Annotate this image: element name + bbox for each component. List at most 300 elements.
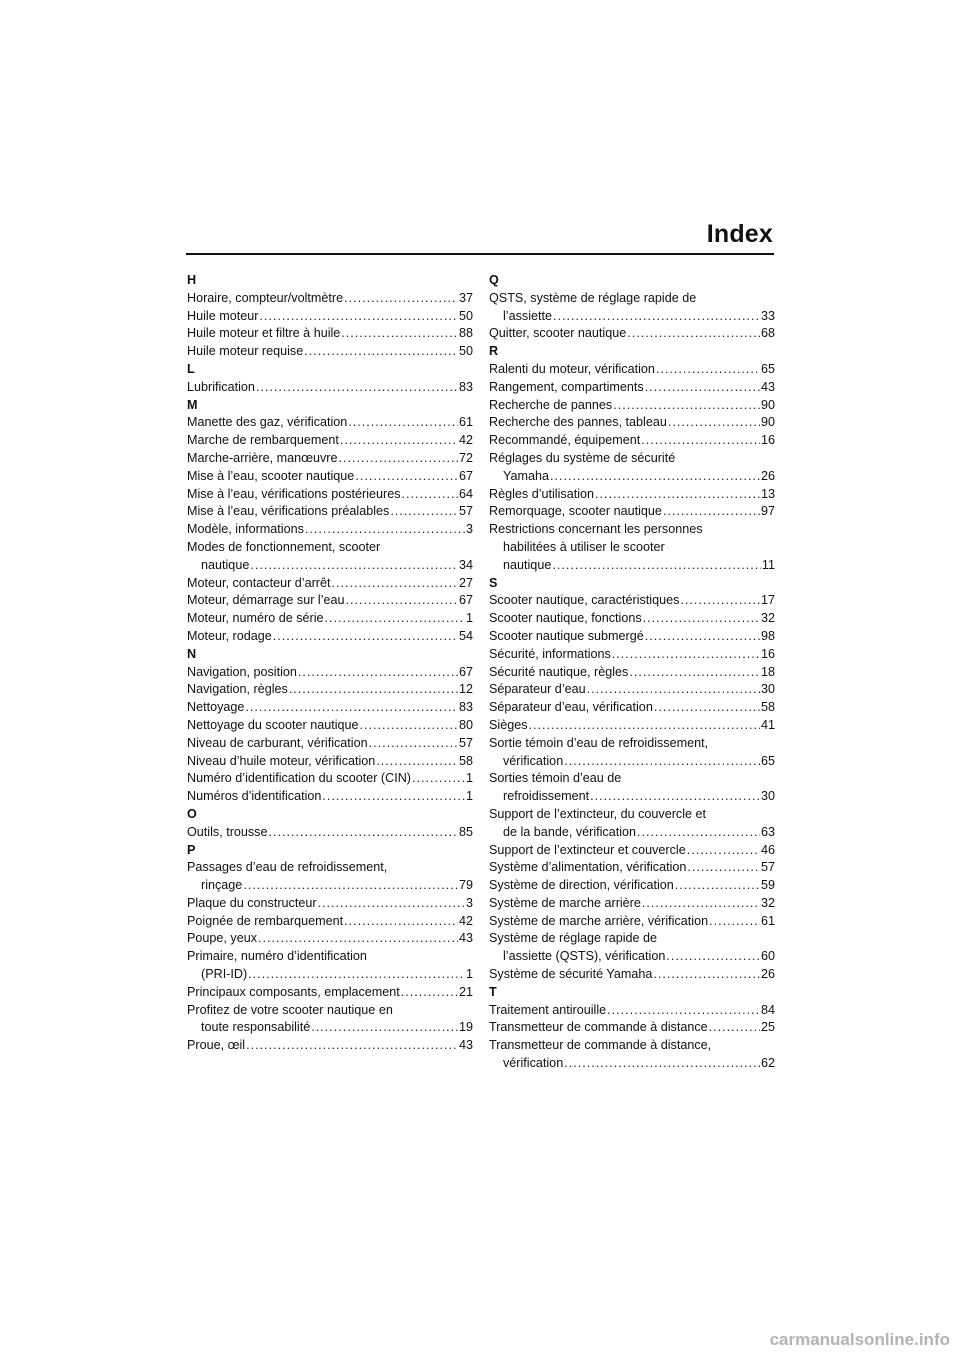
- dot-leader: [341, 325, 458, 343]
- index-entry: [187, 628, 473, 646]
- index-entry: [187, 539, 473, 557]
- dot-leader: [332, 575, 458, 593]
- index-page-number: 97: [760, 504, 775, 519]
- dot-leader: [668, 414, 760, 432]
- index-page-number: 63: [760, 824, 775, 839]
- dot-leader: [269, 824, 458, 842]
- dot-leader: [344, 290, 458, 308]
- dot-leader: [607, 1002, 760, 1020]
- dot-leader: [390, 503, 458, 521]
- index-page-number: 57: [458, 504, 473, 519]
- title-rule: [186, 253, 774, 255]
- index-entry: [489, 308, 775, 326]
- index-entry: [489, 325, 775, 343]
- dot-leader: [289, 681, 458, 699]
- index-entry: [187, 575, 473, 593]
- index-entry-text: de la bande, vérification: [503, 824, 637, 839]
- index-entry-text: Moteur, contacteur d’arrêt: [187, 575, 331, 590]
- index-entry: [489, 414, 775, 432]
- index-entry: [187, 414, 473, 432]
- index-entry: [489, 664, 775, 682]
- index-entry: [187, 788, 473, 806]
- dot-leader: [250, 557, 458, 575]
- index-entry-text: Marche-arrière, manœuvre: [187, 450, 338, 465]
- index-entry-text: Transmetteur de commande à distance,: [489, 1038, 712, 1053]
- index-entry: [489, 397, 775, 415]
- index-letter-heading: L: [187, 361, 195, 376]
- dot-leader: [325, 610, 465, 628]
- index-page-number: 33: [760, 308, 775, 323]
- dot-leader: [344, 913, 458, 931]
- index-entry: [489, 1055, 775, 1073]
- index-entry-text: Moteur, démarrage sur l’eau: [187, 593, 345, 608]
- index-entry: [187, 343, 473, 361]
- dot-leader: [653, 966, 760, 984]
- index-page-number: 85: [458, 824, 473, 839]
- index-entry: [489, 735, 775, 753]
- dot-leader: [663, 503, 760, 521]
- index-entry: [489, 877, 775, 895]
- index-entry-text: rinçage: [201, 878, 243, 893]
- index-entry: [187, 699, 473, 717]
- index-entry: [187, 1002, 473, 1020]
- index-entry: [489, 1037, 775, 1055]
- index-page-number: 42: [458, 433, 473, 448]
- index-entry: [187, 325, 473, 343]
- index-page-number: 37: [458, 290, 473, 305]
- index-letter-heading: P: [187, 842, 196, 857]
- index-entry: [187, 984, 473, 1002]
- index-entry-text: vérification: [503, 753, 564, 768]
- page-title: Index: [706, 220, 773, 248]
- index-page-number: 54: [458, 628, 473, 643]
- index-entry-text: vérification: [503, 1056, 564, 1071]
- index-entry-text: refroidissement: [503, 789, 590, 804]
- index-entry: [187, 681, 473, 699]
- index-page-number: 61: [760, 913, 775, 928]
- dot-leader: [245, 699, 458, 717]
- index-entry: [187, 308, 473, 326]
- index-page-number: 67: [458, 468, 473, 483]
- index-entry: [187, 877, 473, 895]
- index-page-number: 30: [760, 682, 775, 697]
- index-page-number: 67: [458, 593, 473, 608]
- index-entry-text: Huile moteur requise: [187, 344, 304, 359]
- dot-leader: [346, 592, 458, 610]
- index-entry-text: Séparateur d’eau, vérification: [489, 700, 653, 715]
- index-entry-text: (PRI-ID): [201, 967, 248, 982]
- index-page-number: 84: [760, 1002, 775, 1017]
- index-entry-text: habilitées à utiliser le scooter: [503, 539, 665, 554]
- index-entry-text: Sortie témoin d’eau de refroidissement,: [489, 735, 709, 750]
- index-entry: [187, 1037, 473, 1055]
- dot-leader: [641, 432, 760, 450]
- dot-leader: [298, 664, 458, 682]
- dot-leader: [248, 966, 465, 984]
- dot-leader: [627, 325, 760, 343]
- index-entry: [187, 895, 473, 913]
- index-entry: [187, 432, 473, 450]
- index-page-number: 3: [465, 522, 473, 537]
- index-entry: [489, 646, 775, 664]
- index-entry-text: Poignée de rembarquement: [187, 913, 344, 928]
- index-page-number: 80: [458, 717, 473, 732]
- dot-leader: [595, 486, 760, 504]
- index-letter-heading: M: [187, 397, 198, 412]
- dot-leader: [304, 343, 458, 361]
- index-entry: [187, 717, 473, 735]
- index-page-number: 59: [760, 878, 775, 893]
- index-entry-text: Proue, œil: [187, 1038, 246, 1053]
- index-column-left: [187, 272, 473, 1055]
- watermark: carmanualsonline.info: [769, 1330, 950, 1349]
- dot-leader: [348, 414, 458, 432]
- index-entry: [187, 948, 473, 966]
- index-entry-text: Niveau d’huile moteur, vérification: [187, 753, 376, 768]
- index-entry-text: QSTS, système de réglage rapide de: [489, 290, 697, 305]
- index-letter-heading: S: [489, 575, 498, 590]
- index-entry: [187, 770, 473, 788]
- index-entry-text: Système de marche arrière: [489, 895, 641, 910]
- index-entry-text: Primaire, numéro d’identification: [187, 949, 367, 964]
- dot-leader: [590, 788, 760, 806]
- index-page-number: 64: [458, 486, 473, 501]
- index-page-number: 60: [760, 949, 775, 964]
- index-entry-text: Nettoyage: [187, 700, 245, 715]
- index-entry: [489, 753, 775, 771]
- index-page-number: 1: [465, 789, 473, 804]
- index-entry-text: Quitter, scooter nautique: [489, 326, 627, 341]
- index-entry: [489, 450, 775, 468]
- index-entry-text: Système de sécurité Yamaha: [489, 967, 653, 982]
- index-page-number: 17: [760, 593, 775, 608]
- index-entry: [489, 699, 775, 717]
- index-page-number: 12: [458, 682, 473, 697]
- index-page-number: 83: [458, 379, 473, 394]
- index-page-number: 26: [760, 967, 775, 982]
- index-entry-text: Outils, trousse: [187, 824, 268, 839]
- index-entry: [489, 468, 775, 486]
- index-entry: [489, 824, 775, 842]
- index-entry-text: Recherche de pannes: [489, 397, 613, 412]
- index-entry-text: l’assiette (QSTS), vérification: [503, 949, 666, 964]
- index-letter-heading: O: [187, 806, 197, 821]
- index-entry-text: Système de réglage rapide de: [489, 931, 658, 946]
- index-entry: [489, 503, 775, 521]
- index-entry: [489, 592, 775, 610]
- index-entry: [187, 468, 473, 486]
- index-entry: [187, 486, 473, 504]
- index-entry: [489, 379, 775, 397]
- index-page-number: 43: [458, 1038, 473, 1053]
- index-page-number: 27: [458, 575, 473, 590]
- index-page-number: 58: [458, 753, 473, 768]
- dot-leader: [376, 753, 458, 771]
- dot-leader: [654, 699, 760, 717]
- index-entry-text: Horaire, compteur/voltmètre: [187, 290, 344, 305]
- index-entry: [489, 930, 775, 948]
- index-entry-text: Sécurité, informations: [489, 646, 611, 661]
- index-entry-text: Manette des gaz, vérification: [187, 415, 348, 430]
- index-entry-text: nautique: [503, 557, 552, 572]
- index-entry: [489, 717, 775, 735]
- index-page-number: 67: [458, 664, 473, 679]
- index-page-number: 88: [458, 326, 473, 341]
- index-entry-text: Ralenti du moteur, vérification: [489, 361, 655, 376]
- index-page-number: 11: [761, 557, 775, 572]
- index-entry-text: Mise à l’eau, scooter nautique: [187, 468, 355, 483]
- index-entry: [187, 290, 473, 308]
- index-entry: [489, 913, 775, 931]
- index-page-number: 1: [465, 611, 473, 626]
- index-entry-text: Sorties témoin d’eau de: [489, 771, 622, 786]
- index-entry-text: Niveau de carburant, vérification: [187, 735, 368, 750]
- dot-leader: [259, 308, 458, 326]
- index-entry: [187, 521, 473, 539]
- dot-leader: [401, 984, 458, 1002]
- dot-leader: [642, 895, 760, 913]
- index-page-number: 57: [458, 735, 473, 750]
- index-entry: [489, 859, 775, 877]
- dot-leader: [273, 628, 458, 646]
- dot-leader: [680, 592, 760, 610]
- dot-leader: [709, 1019, 760, 1037]
- dot-leader: [355, 468, 458, 486]
- dot-leader: [629, 664, 760, 682]
- index-page-number: 1: [465, 771, 473, 786]
- index-entry-text: Marche de rembarquement: [187, 433, 339, 448]
- index-entry-text: Passages d’eau de refroidissement,: [187, 860, 388, 875]
- index-entry-text: Recommandé, équipement: [489, 433, 641, 448]
- index-entry: [489, 948, 775, 966]
- dot-leader: [709, 913, 760, 931]
- index-entry-text: Restrictions concernant les personnes: [489, 522, 703, 537]
- index-entry-text: Moteur, numéro de série: [187, 611, 324, 626]
- index-entry-text: Huile moteur: [187, 308, 259, 323]
- index-entry-text: Poupe, yeux: [187, 931, 258, 946]
- dot-leader: [675, 877, 760, 895]
- dot-leader: [256, 379, 458, 397]
- index-page-number: 68: [760, 326, 775, 341]
- dot-leader: [553, 308, 760, 326]
- index-entry: [187, 753, 473, 771]
- index-page-number: 90: [760, 415, 775, 430]
- index-page-number: 16: [760, 433, 775, 448]
- index-page-number: 43: [458, 931, 473, 946]
- dot-leader: [612, 646, 760, 664]
- index-page-number: 65: [760, 753, 775, 768]
- dot-leader: [656, 361, 760, 379]
- dot-leader: [360, 717, 458, 735]
- index-entry-text: Transmetteur de commande à distance: [489, 1020, 708, 1035]
- index-entry-text: Réglages du système de sécurité: [489, 450, 676, 465]
- index-entry: [489, 1002, 775, 1020]
- index-letter-heading: T: [489, 984, 497, 999]
- index-entry: [187, 1019, 473, 1037]
- index-column-right: [489, 272, 775, 1073]
- index-entry-text: Scooter nautique, fonctions: [489, 611, 642, 626]
- dot-leader: [305, 521, 465, 539]
- index-entry-text: nautique: [201, 557, 250, 572]
- index-page-number: 50: [458, 308, 473, 323]
- index-letter-heading: R: [489, 344, 499, 359]
- index-entry-text: Navigation, règles: [187, 682, 288, 697]
- index-entry-text: Traitement antirouille: [489, 1002, 607, 1017]
- index-entry: [489, 842, 775, 860]
- index-entry-text: Plaque du constructeur: [187, 895, 317, 910]
- index-entry: [489, 486, 775, 504]
- index-entry: [187, 735, 473, 753]
- index-entry-text: Principaux composants, emplacement: [187, 984, 400, 999]
- index-page-number: 79: [458, 878, 473, 893]
- index-page-number: 42: [458, 913, 473, 928]
- index-page-number: 34: [458, 557, 473, 572]
- index-entry-text: l’assiette: [503, 308, 552, 323]
- dot-leader: [613, 397, 760, 415]
- index-entry: [187, 913, 473, 931]
- index-entry: [187, 610, 473, 628]
- index-entry: [489, 361, 775, 379]
- index-entry-text: toute responsabilité: [201, 1020, 311, 1035]
- dot-leader: [666, 948, 760, 966]
- index-entry: [187, 824, 473, 842]
- dot-leader: [318, 895, 465, 913]
- index-entry-text: Numéro d’identification du scooter (CIN): [187, 771, 411, 786]
- index-page-number: 18: [760, 664, 775, 679]
- index-entry: [489, 521, 775, 539]
- index-entry-text: Support de l’extincteur et couvercle: [489, 842, 686, 857]
- index-entry: [187, 557, 473, 575]
- index-entry: [187, 450, 473, 468]
- index-entry: [187, 859, 473, 877]
- dot-leader: [322, 788, 465, 806]
- index-entry-text: Rangement, compartiments: [489, 379, 644, 394]
- dot-leader: [637, 824, 760, 842]
- dot-leader: [687, 842, 760, 860]
- index-entry: [187, 930, 473, 948]
- index-entry-text: Système de direction, vérification: [489, 878, 674, 893]
- index-entry: [489, 966, 775, 984]
- dot-leader: [552, 557, 761, 575]
- index-entry: [489, 557, 775, 575]
- index-page-number: 43: [760, 379, 775, 394]
- index-page-number: 57: [760, 860, 775, 875]
- index-page-number: 58: [760, 700, 775, 715]
- dot-leader: [564, 1055, 760, 1073]
- index-page-number: 41: [760, 717, 775, 732]
- dot-leader: [369, 735, 458, 753]
- index-page-number: 25: [760, 1020, 775, 1035]
- dot-leader: [338, 450, 458, 468]
- index-entry: [489, 1019, 775, 1037]
- dot-leader: [587, 681, 760, 699]
- index-entry-text: Modèle, informations: [187, 522, 304, 537]
- index-page-number: 21: [458, 984, 473, 999]
- index-entry-text: Système de marche arrière, vérification: [489, 913, 709, 928]
- index-page-number: 26: [760, 468, 775, 483]
- index-entry-text: Règles d’utilisation: [489, 486, 595, 501]
- dot-leader: [243, 877, 458, 895]
- index-page-number: 19: [458, 1020, 473, 1035]
- index-entry-text: Mise à l’eau, vérifications postérieures: [187, 486, 401, 501]
- index-entry: [489, 539, 775, 557]
- index-entry-text: Recherche des pannes, tableau: [489, 415, 667, 430]
- index-page-number: 61: [458, 415, 473, 430]
- dot-leader: [643, 610, 760, 628]
- index-entry: [489, 290, 775, 308]
- index-entry-text: Scooter nautique submergé: [489, 628, 644, 643]
- index-page-number: 90: [760, 397, 775, 412]
- index-entry: [489, 895, 775, 913]
- index-entry-text: Sécurité nautique, règles: [489, 664, 629, 679]
- index-letter-heading: Q: [489, 273, 499, 287]
- index-entry: [187, 503, 473, 521]
- index-entry-text: Huile moteur et filtre à huile: [187, 326, 341, 341]
- index-page-number: 32: [760, 611, 775, 626]
- dot-leader: [687, 859, 760, 877]
- dot-leader: [246, 1037, 458, 1055]
- index-entry: [489, 610, 775, 628]
- index-entry-text: Nettoyage du scooter nautique: [187, 717, 359, 732]
- dot-leader: [258, 930, 458, 948]
- index-entry-text: Support de l’extincteur, du couvercle et: [489, 806, 707, 821]
- index-entry-text: Modes de fonctionnement, scooter: [187, 539, 381, 554]
- index-page-number: 32: [760, 895, 775, 910]
- index-entry-text: Navigation, position: [187, 664, 297, 679]
- index-entry-text: Numéros d’identification: [187, 789, 322, 804]
- index-letter-heading: N: [187, 646, 197, 661]
- index-entry: [489, 681, 775, 699]
- dot-leader: [645, 628, 760, 646]
- index-entry-text: Moteur, rodage: [187, 628, 272, 643]
- index-entry-text: Remorquage, scooter nautique: [489, 504, 662, 519]
- index-entry-text: Lubrification: [187, 379, 255, 394]
- dot-leader: [550, 468, 760, 486]
- index-entry: [489, 770, 775, 788]
- index-entry: [187, 592, 473, 610]
- index-entry: [489, 806, 775, 824]
- index-page-number: 83: [458, 700, 473, 715]
- index-entry-text: Sièges: [489, 717, 528, 732]
- index-entry-text: Yamaha: [503, 468, 549, 483]
- dot-leader: [645, 379, 760, 397]
- index-page-number: 50: [458, 344, 473, 359]
- index-entry: [489, 432, 775, 450]
- index-page-number: 16: [760, 646, 775, 661]
- index-page-number: 98: [760, 628, 775, 643]
- index-entry-text: Système d’alimentation, vérification: [489, 860, 687, 875]
- index-entry-text: Scooter nautique, caractéristiques: [489, 593, 680, 608]
- index-entry-text: Profitez de votre scooter nautique en: [187, 1002, 393, 1017]
- index-entry: [489, 628, 775, 646]
- index-entry: [489, 788, 775, 806]
- index-page-number: 13: [760, 486, 775, 501]
- index-page-number: 46: [760, 842, 775, 857]
- index-letter-heading: H: [187, 273, 197, 287]
- dot-leader: [529, 717, 760, 735]
- index-entry: [187, 379, 473, 397]
- dot-leader: [564, 753, 760, 771]
- index-entry: [187, 966, 473, 984]
- index-entry-text: Mise à l’eau, vérifications préalables: [187, 504, 390, 519]
- index-page-number: 30: [760, 789, 775, 804]
- index-page-number: 72: [458, 450, 473, 465]
- index-entry-text: Séparateur d’eau: [489, 682, 586, 697]
- dot-leader: [340, 432, 458, 450]
- index-page-number: 1: [465, 967, 473, 982]
- index-page-number: 3: [465, 895, 473, 910]
- dot-leader: [402, 486, 458, 504]
